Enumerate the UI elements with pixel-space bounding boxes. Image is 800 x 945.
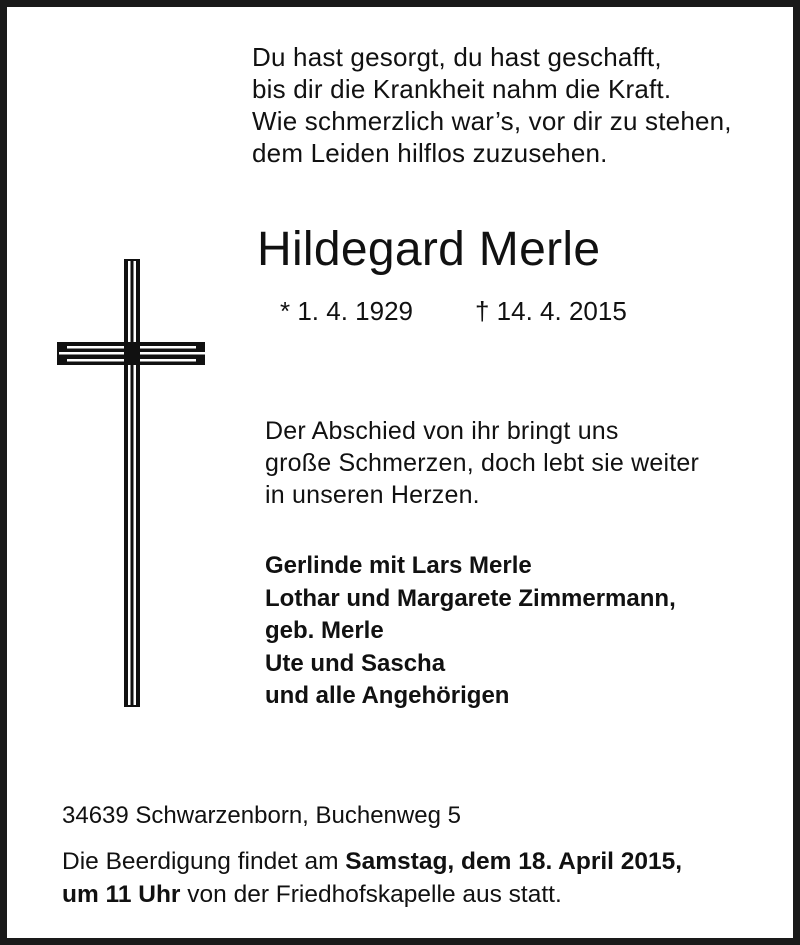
poem [252, 41, 732, 169]
quote-line: in unseren Herzen. [265, 481, 480, 509]
poem-line: dem Leiden hilflos zuzusehen. [252, 138, 608, 168]
address: 34639 Schwarzenborn, Buchenweg 5 [62, 802, 461, 829]
deceased-name: Hildegard Merle [257, 223, 601, 276]
mourner-line: geb. Merle [265, 617, 384, 644]
cross-icon [57, 259, 207, 709]
poem-line: Wie schmerzlich war’s, vor dir zu stehen, [252, 106, 732, 136]
mourner-line: Lothar und Margarete Zimmermann, [265, 584, 676, 612]
poem-line: Du hast gesorgt, du hast geschafft, [252, 42, 662, 72]
mourner-line: und alle Angehörigen [265, 682, 510, 709]
funeral-location: von der Friedhofskapelle aus statt. [180, 881, 562, 908]
quote-line: Der Abschied von ihr bringt uns [265, 417, 619, 445]
birth-date: * 1. 4. 1929 [280, 296, 413, 326]
quote-line: große Schmerzen, doch lebt sie weiter [265, 449, 699, 477]
funeral-line-1 [62, 845, 682, 878]
poem-line: bis dir die Krankheit nahm die Kraft. [252, 74, 672, 104]
funeral-line-2 [62, 878, 682, 911]
mourners-list [265, 550, 676, 713]
funeral-prefix: Die Beerdigung findet am [62, 848, 346, 875]
mourner-line: Ute und Sascha [265, 649, 446, 677]
funeral-info [62, 845, 682, 911]
death-date: † 14. 4. 2015 [475, 296, 627, 326]
farewell-quote [265, 415, 699, 511]
funeral-time: um 11 Uhr [62, 881, 181, 908]
funeral-date: Samstag, dem 18. April 2015, [345, 848, 683, 875]
mourner-line: Gerlinde mit Lars Merle [265, 552, 532, 579]
